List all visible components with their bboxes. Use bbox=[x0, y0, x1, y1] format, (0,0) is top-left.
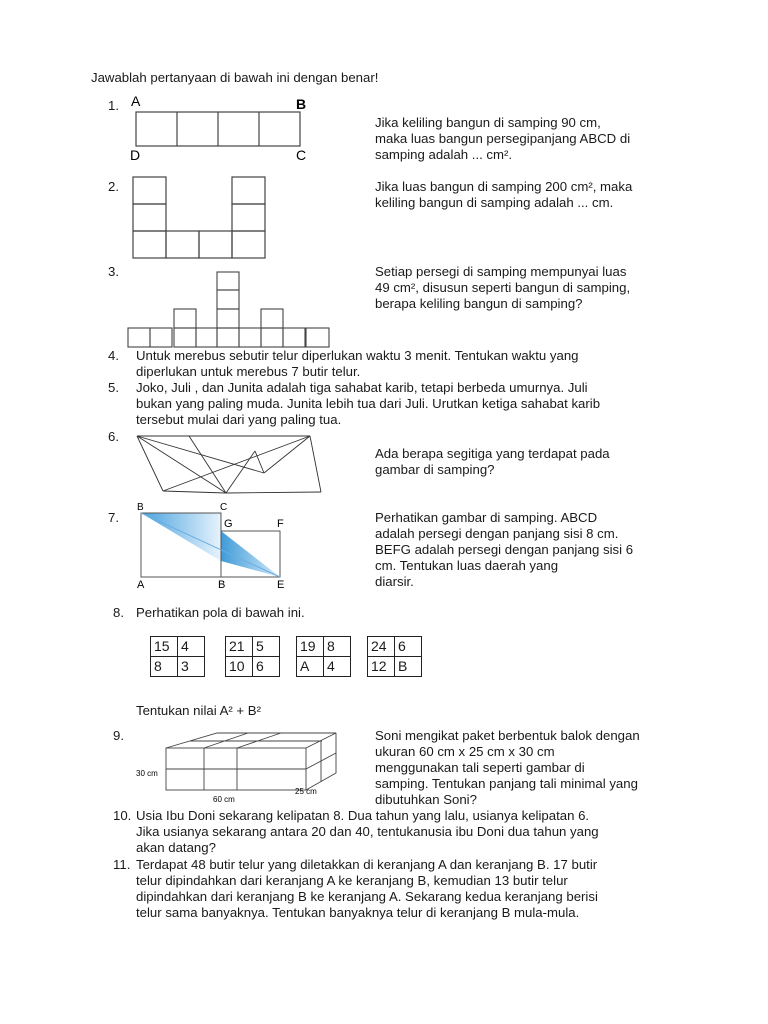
grid-3-cell-br: 4 bbox=[324, 657, 351, 677]
grid-3-cell-tr: 8 bbox=[324, 637, 351, 657]
q7-text-line-1: Perhatikan gambar di samping. ABCD bbox=[375, 510, 598, 525]
q3-squares-figure bbox=[125, 271, 335, 353]
q10-text-line-2: Jika usianya sekarang antara 20 dan 40, tentukanusia ibu Doni dua tahun yang bbox=[136, 824, 599, 839]
q7-number: 7. bbox=[108, 510, 119, 525]
q11-number: 11. bbox=[113, 857, 131, 872]
q5-text-line-1: Joko, Juli , dan Junita adalah tiga sahabat karib, tetapi berbeda umurnya. Juli bbox=[136, 380, 588, 395]
q8-intro: Perhatikan pola di bawah ini. bbox=[136, 605, 305, 620]
q7-text-line-5: diarsir. bbox=[375, 574, 414, 589]
q7-label-b-top: B bbox=[137, 502, 144, 513]
q11-text-line-3: dipindahkan dari keranjang B ke keranjang A. Sekarang kedua keranjang berisi bbox=[136, 889, 598, 904]
q9-box-figure bbox=[135, 728, 335, 808]
q9-text-line-2: ukuran 60 cm x 25 cm x 30 cm bbox=[375, 744, 555, 759]
q1-label-c: C bbox=[296, 147, 307, 163]
q5-number: 5. bbox=[108, 380, 119, 395]
q9-text-line-3: menggunakan tali seperti gambar di bbox=[375, 760, 585, 775]
q3-text-line-2: 49 cm², disusun seperti bangun di samping, bbox=[375, 280, 631, 295]
q5-text-line-3: tersebut mulai dari yang paling tua. bbox=[136, 412, 342, 427]
q1-label-b: B bbox=[296, 96, 307, 112]
q2-number: 2. bbox=[108, 179, 119, 194]
grid-3-cell-bl: A bbox=[297, 657, 324, 677]
q7-label-c: C bbox=[220, 502, 228, 513]
grid-1-cell-br: 3 bbox=[178, 657, 205, 677]
grid-2-cell-tr: 5 bbox=[253, 637, 280, 657]
q1-text-line-1: Jika keliling bangun di samping 90 cm, bbox=[375, 115, 601, 130]
q11-text-line-2: telur dipindahkan dari keranjang A ke keranjang B, kemudian 13 butir telur bbox=[136, 873, 568, 888]
grid-3-cell-tl: 19 bbox=[297, 637, 324, 657]
q8-number: 8. bbox=[113, 605, 124, 620]
grid-4-cell-tl: 24 bbox=[368, 637, 395, 657]
grid-4-cell-br: B bbox=[395, 657, 422, 677]
q10-text-line-1: Usia Ibu Doni sekarang kelipatan 8. Dua tahun yang lalu, usianya kelipatan 6. bbox=[136, 808, 590, 823]
q1-text-line-2: maka luas bangun persegipanjang ABCD di bbox=[375, 131, 631, 146]
q9-number: 9. bbox=[113, 728, 124, 743]
q7-text-line-4: cm. Tentukan luas daerah yang bbox=[375, 558, 559, 573]
q1-label-d: D bbox=[130, 147, 141, 163]
q9-label-width: 25 cm bbox=[295, 787, 317, 796]
q1-label-a: A bbox=[131, 93, 141, 109]
q5-text-line-2: bukan yang paling muda. Junita lebih tua dari Juli. Urutkan ketiga sahabat karib bbox=[136, 396, 601, 411]
q4-number: 4. bbox=[108, 348, 119, 363]
grid-2-cell-tl: 21 bbox=[226, 637, 253, 657]
q4-text-line-1: Untuk merebus sebutir telur diperlukan waktu 3 menit. Tentukan waktu yang bbox=[136, 348, 579, 363]
grid-2-cell-bl: 10 bbox=[226, 657, 253, 677]
grid-1-cell-tl: 15 bbox=[151, 637, 178, 657]
grid-1-cell-tr: 4 bbox=[178, 637, 205, 657]
q1-number: 1. bbox=[108, 98, 119, 113]
q9-text-line-1: Soni mengikat paket berbentuk balok dengan bbox=[375, 728, 640, 743]
instruction: Jawablah pertanyaan di bawah ini dengan benar! bbox=[91, 70, 379, 85]
q6-triangles-figure bbox=[134, 434, 328, 498]
q10-text-line-3: akan datang? bbox=[136, 840, 216, 855]
pattern-grid-4 bbox=[367, 636, 422, 677]
grid-1-cell-bl: 8 bbox=[151, 657, 178, 677]
q7-label-f: F bbox=[277, 518, 284, 530]
q7-label-g: G bbox=[224, 518, 233, 530]
q7-text-line-2: adalah persegi dengan panjang sisi 8 cm. bbox=[375, 526, 619, 541]
q6-number: 6. bbox=[108, 429, 119, 444]
q11-text-line-4: telur sama banyaknya. Tentukan banyaknya telur di keranjang B mula-mula. bbox=[136, 905, 580, 920]
q9-label-length: 60 cm bbox=[213, 795, 235, 804]
pattern-grid-2 bbox=[225, 636, 280, 677]
q8-question: Tentukan nilai A² + B² bbox=[136, 703, 261, 718]
q7-label-b-bottom: B bbox=[218, 579, 226, 591]
pattern-grid-3 bbox=[296, 636, 351, 677]
q2-u-shape-figure bbox=[132, 176, 270, 260]
grid-4-cell-bl: 12 bbox=[368, 657, 395, 677]
q9-text-line-5: dibutuhkan Soni? bbox=[375, 792, 477, 807]
q6-text-line-1: Ada berapa segitiga yang terdapat pada bbox=[375, 446, 610, 461]
q3-number: 3. bbox=[108, 264, 119, 279]
q3-text-line-3: berapa keliling bangun di samping? bbox=[375, 296, 583, 311]
pattern-grid-1 bbox=[150, 636, 205, 677]
q3-text-line-1: Setiap persegi di samping mempunyai luas bbox=[375, 264, 627, 279]
q1-text-line-3: samping adalah ... cm². bbox=[375, 147, 513, 162]
grid-4-cell-tr: 6 bbox=[395, 637, 422, 657]
q7-label-a: A bbox=[137, 579, 145, 591]
q2-text-line-2: keliling bangun di samping adalah ... cm. bbox=[375, 195, 614, 210]
q7-squares-figure bbox=[134, 500, 304, 590]
grid-2-cell-br: 6 bbox=[253, 657, 280, 677]
q9-label-height: 30 cm bbox=[136, 769, 158, 778]
q9-text-line-4: samping. Tentukan panjang tali minimal yang bbox=[375, 776, 638, 791]
q1-rectangle-figure bbox=[126, 92, 316, 164]
q7-label-e: E bbox=[277, 579, 285, 591]
q6-text-line-2: gambar di samping? bbox=[375, 462, 495, 477]
q7-text-line-3: BEFG adalah persegi dengan panjang sisi 6 bbox=[375, 542, 634, 557]
q10-number: 10. bbox=[113, 808, 132, 823]
q11-text-line-1: Terdapat 48 butir telur yang diletakkan di keranjang A dan keranjang B. 17 butir bbox=[136, 857, 598, 872]
q2-text-line-1: Jika luas bangun di samping 200 cm², maka bbox=[375, 179, 633, 194]
q4-text-line-2: diperlukan untuk merebus 7 butir telur. bbox=[136, 364, 361, 379]
